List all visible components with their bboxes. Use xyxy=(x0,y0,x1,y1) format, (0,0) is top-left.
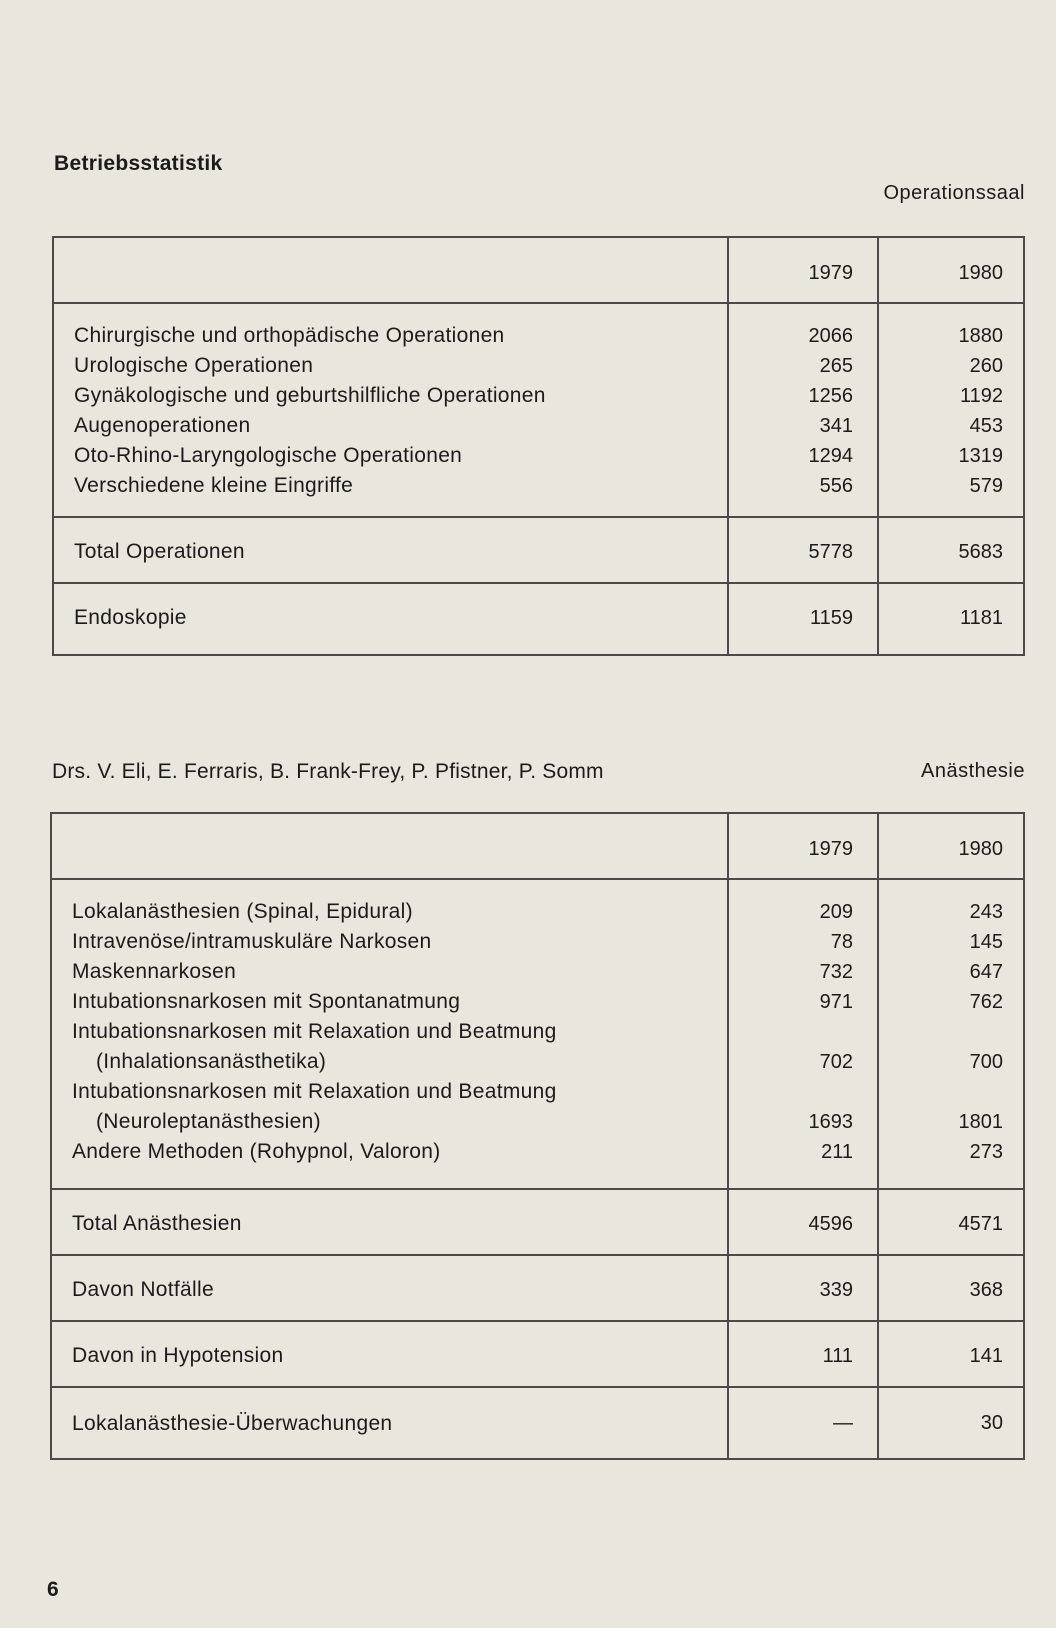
value-1980: 1192 xyxy=(959,385,1003,407)
table-row xyxy=(54,324,1023,354)
table-row xyxy=(52,930,1023,960)
value-1980: 647 xyxy=(969,961,1003,983)
operationssaal-table xyxy=(52,236,1025,656)
table-row xyxy=(52,1020,1023,1050)
year-header-1979: 1979 xyxy=(808,262,853,284)
table-row xyxy=(52,960,1023,990)
table-row xyxy=(52,990,1023,1020)
value-1979: 5778 xyxy=(808,541,853,563)
value-1979: 339 xyxy=(819,1279,853,1301)
value-1980: 700 xyxy=(969,1051,1003,1073)
year-header-1979: 1979 xyxy=(808,838,853,860)
value-1980: 762 xyxy=(969,991,1003,1013)
value-1980: 1181 xyxy=(959,607,1003,629)
row-label: Lokalanästhesien (Spinal, Epidural) xyxy=(72,900,413,923)
authors-line: Drs. V. Eli, E. Ferraris, B. Frank-Frey, P. Pfistner, P. Somm xyxy=(52,760,604,783)
table-row xyxy=(54,444,1023,474)
row-label: Intubationsnarkosen mit Spontanatmung xyxy=(72,990,461,1013)
table-header-row xyxy=(54,238,1023,302)
row-label: Andere Methoden (Rohypnol, Valoron) xyxy=(72,1140,441,1163)
row-label: (Inhalationsanästhetika) xyxy=(96,1050,327,1073)
value-1979: 211 xyxy=(821,1141,853,1163)
value-1979: 556 xyxy=(819,475,853,497)
row-label: Endoskopie xyxy=(74,606,187,629)
value-1979: 1294 xyxy=(808,445,853,467)
table-row xyxy=(54,354,1023,384)
row-label: Maskennarkosen xyxy=(72,960,237,983)
operationssaal-label: Operationssaal xyxy=(883,182,1025,204)
page-number: 6 xyxy=(47,1578,59,1601)
row-label: Lokalanästhesie-Überwachungen xyxy=(72,1412,393,1435)
row-label: Oto-Rhino-Laryngologische Operationen xyxy=(74,444,463,467)
table-row-endoskopie xyxy=(54,582,1023,656)
table-row xyxy=(54,474,1023,504)
value-1979: 1693 xyxy=(808,1111,853,1133)
detail-rows-group xyxy=(54,302,1023,518)
value-1979: 4596 xyxy=(808,1213,853,1235)
row-label: Total Anästhesien xyxy=(72,1212,242,1235)
row-label: Intubationsnarkosen mit Relaxation und Beatmung xyxy=(72,1080,557,1103)
row-label: Chirurgische und orthopädische Operationen xyxy=(74,324,505,347)
value-1979: 1159 xyxy=(809,607,853,629)
value-1980: 5683 xyxy=(958,541,1003,563)
table-row-total-anaesthesien xyxy=(52,1188,1023,1256)
value-1979: 111 xyxy=(822,1345,853,1367)
value-1980: 260 xyxy=(969,355,1003,377)
table-header-row xyxy=(52,814,1023,878)
value-1980: 243 xyxy=(969,901,1003,923)
value-1979: 2066 xyxy=(808,325,853,347)
table-row-ueberwachungen xyxy=(52,1386,1023,1460)
row-label: Davon in Hypotension xyxy=(72,1344,284,1367)
table-row-hypotension xyxy=(52,1320,1023,1388)
value-1979: 78 xyxy=(830,931,853,953)
value-1980: 145 xyxy=(969,931,1003,953)
value-1980: 368 xyxy=(969,1279,1003,1301)
year-header-1980: 1980 xyxy=(958,262,1003,284)
anaesthesie-table xyxy=(50,812,1025,1460)
value-1980: 141 xyxy=(969,1345,1003,1367)
row-label: Urologische Operationen xyxy=(74,354,314,377)
table-row xyxy=(52,900,1023,930)
year-header-1980: 1980 xyxy=(958,838,1003,860)
value-1979: 341 xyxy=(819,415,853,437)
row-label: Intravenöse/intramuskuläre Narkosen xyxy=(72,930,432,953)
table-row xyxy=(52,1110,1023,1140)
value-1979: — xyxy=(833,1412,853,1434)
value-1980: 4571 xyxy=(958,1213,1003,1235)
row-label: Intubationsnarkosen mit Relaxation und Beatmung xyxy=(72,1020,557,1043)
value-1979: 702 xyxy=(819,1051,853,1073)
value-1979: 265 xyxy=(819,355,853,377)
table-row-notfaelle xyxy=(52,1254,1023,1322)
table-row xyxy=(52,1140,1023,1170)
table-row xyxy=(52,1050,1023,1080)
value-1980: 579 xyxy=(969,475,1003,497)
row-label: (Neuroleptanästhesien) xyxy=(96,1110,321,1133)
table-row-total-operationen xyxy=(54,516,1023,584)
table-row xyxy=(54,384,1023,414)
value-1980: 273 xyxy=(969,1141,1003,1163)
value-1979: 209 xyxy=(819,901,853,923)
row-label: Verschiedene kleine Eingriffe xyxy=(74,474,354,497)
row-label: Davon Notfälle xyxy=(72,1278,214,1301)
row-label: Augenoperationen xyxy=(74,414,251,437)
value-1980: 1801 xyxy=(958,1111,1003,1133)
value-1979: 1256 xyxy=(808,385,853,407)
row-label: Total Operationen xyxy=(74,540,245,563)
detail-rows-group xyxy=(52,878,1023,1190)
value-1979: 732 xyxy=(819,961,853,983)
page-heading: Betriebsstatistik xyxy=(54,152,223,175)
row-label: Gynäkologische und geburtshilfliche Operationen xyxy=(74,384,546,407)
anaesthesie-label: Anästhesie xyxy=(921,760,1025,782)
value-1980: 453 xyxy=(969,415,1003,437)
value-1980: 30 xyxy=(980,1412,1003,1434)
table-row xyxy=(52,1080,1023,1110)
value-1979: 971 xyxy=(819,991,853,1013)
value-1980: 1319 xyxy=(958,445,1003,467)
value-1980: 1880 xyxy=(958,325,1003,347)
table-row xyxy=(54,414,1023,444)
